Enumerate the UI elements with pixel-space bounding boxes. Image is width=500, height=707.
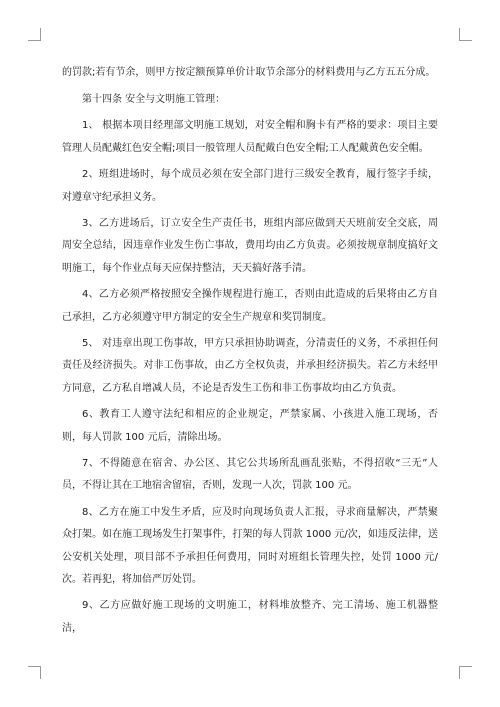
article-heading: 第十四条 安全与文明施工管理： [82, 93, 226, 105]
crop-mark-top-right [459, 28, 472, 41]
clause-2: 2、班组进场时，每个成员必须在安全部门进行三级安全教育，履行签字手续，对遵章守纪承担义务。 [62, 169, 438, 203]
crop-mark-bottom-right [459, 666, 472, 679]
clause-4: 4、乙方必须严格按照安全操作规程进行施工，否则由此造成的后果将由乙方自己承担，乙方必须遵守甲方制定的安全生产规章和奖罚制度。 [62, 289, 438, 323]
clause-7: 7、不得随意在宿舍、办公区、其它公共场所乱画乱张贴，不得招收“三无”人员，不得让其在工地宿舍留宿，否则，发现一人次，罚款 100 元。 [62, 458, 438, 492]
paragraph-continuation: 的罚款;若有节余，则甲方按定额预算单价计取节余部分的材料费用与乙方五五分成。 [62, 67, 436, 78]
document-body [62, 62, 438, 644]
clause-6: 6、教育工人遵守法纪和相应的企业规定，严禁家属、小孩进入施工现场，否则，每人罚款 100 元后，清除出场。 [62, 409, 438, 443]
crop-mark-bottom-left [28, 666, 41, 679]
clause-8: 8、乙方在施工中发生矛盾，应及时向现场负责人汇报，寻求商量解决，严禁聚众打架。如在施工现场发生打架事件，打架的每人罚款 1000 元/次，如违反法律，送公安机关处理，项目部不予承担任何费用，同时对班组长管理失控，处罚 1000 元/次。若再犯，将加倍严厉处罚。 [62, 507, 438, 585]
clause-9: 9、乙方应做好施工现场的文明施工，材料堆放整齐、完工清场、施工机器整洁， [62, 600, 438, 634]
clause-3: 3、乙方进场后，订立安全生产责任书，班组内部应做到天天班前安全交底，周周安全总结，因违章作业发生伤亡事故，费用均由乙方负责。必须按规章制度搞好文明施工，每个作业点每天应保持整洁，天天搞好落手清。 [62, 218, 438, 274]
clause-5: 5、 对违章出现工伤事故，甲方只承担协助调查，分清责任的义务，不承担任何责任及经济损失。对非工伤事故，由乙方全权负责，并承担经济损失。若乙方未经甲方同意，乙方私自增减人员，不论是否发生工伤和非工伤事故均由乙方负责。 [62, 338, 438, 394]
crop-mark-top-left [28, 28, 41, 41]
clause-1: 1、 根据本项目经理部文明施工规划，对安全帽和胸卡有严格的要求：项目主要管理人员配戴红色安全帽;项目一般管理人员配戴白色安全帽;工人配戴黄色安全帽。 [62, 120, 438, 154]
